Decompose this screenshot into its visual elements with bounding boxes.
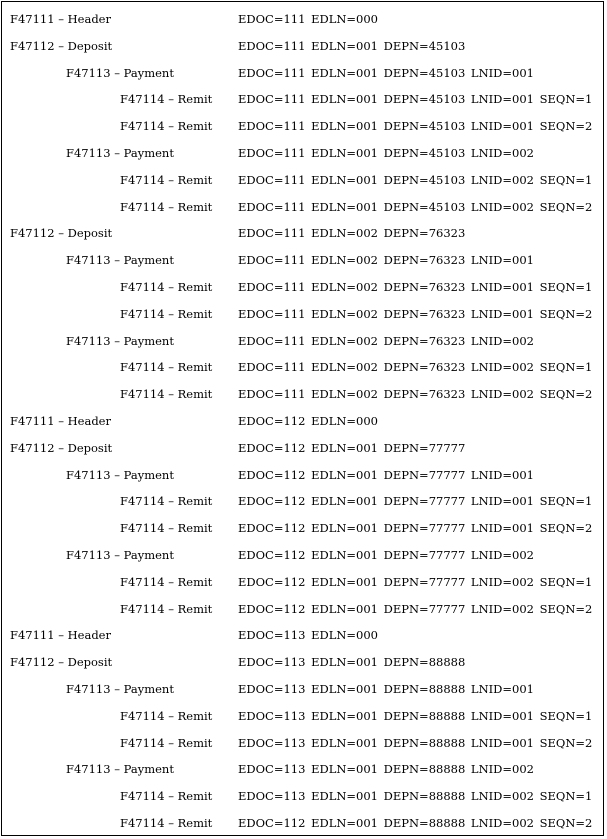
table-label: F47114 – Remit: [120, 735, 213, 750]
key-values: EDOC=112 EDLN=001 DEPN=77777 LNID=002: [238, 547, 534, 562]
record-row: [2, 783, 605, 810]
table-label: F47111 – Header: [10, 12, 111, 26]
record-hierarchy-list: [2, 6, 605, 837]
document-frame: [1, 1, 604, 836]
table-label: F47113 – Payment: [66, 762, 174, 777]
record-row: [2, 328, 605, 355]
table-label: F47114 – Remit: [120, 92, 213, 107]
table-label: F47112 – Deposit: [10, 226, 113, 241]
record-row: [2, 703, 605, 730]
table-label: F47111 – Header: [10, 628, 111, 643]
key-values: EDOC=112 EDLN=001 DEPN=77777: [238, 440, 466, 455]
table-label: F47113 – Payment: [66, 547, 174, 562]
key-values: EDOC=113 EDLN=000: [238, 628, 378, 643]
key-values: EDOC=111 EDLN=002 DEPN=76323 LNID=002 SEQN=2: [238, 387, 593, 402]
key-values: EDOC=111 EDLN=001 DEPN=45103 LNID=001 SEQN=1: [238, 92, 593, 107]
table-label: F47114 – Remit: [120, 360, 213, 375]
record-row: [2, 408, 605, 435]
table-label: F47113 – Payment: [66, 681, 174, 696]
key-values: EDOC=111 EDLN=002 DEPN=76323: [238, 226, 466, 241]
table-label: F47114 – Remit: [120, 172, 213, 187]
table-label: F47111 – Header: [10, 413, 111, 428]
table-label: F47114 – Remit: [120, 494, 213, 509]
record-row: [2, 462, 605, 489]
record-row: [2, 381, 605, 408]
key-values: EDOC=112 EDLN=001 DEPN=77777 LNID=002 SEQN=2: [238, 601, 593, 616]
record-row: [2, 435, 605, 462]
key-values: EDOC=111 EDLN=002 DEPN=76323 LNID=002: [238, 333, 534, 348]
table-label: F47114 – Remit: [120, 387, 213, 402]
record-row: [2, 167, 605, 194]
table-label: F47114 – Remit: [120, 119, 213, 134]
key-values: EDOC=111 EDLN=002 DEPN=76323 LNID=001 SEQN=2: [238, 306, 593, 321]
table-label: F47114 – Remit: [120, 601, 213, 616]
table-label: F47114 – Remit: [120, 306, 213, 321]
key-values: EDOC=111 EDLN=001 DEPN=45103: [238, 38, 466, 53]
record-row: [2, 676, 605, 703]
record-row: [2, 649, 605, 676]
record-row: [2, 622, 605, 649]
record-row: [2, 301, 605, 328]
record-row: [2, 140, 605, 167]
table-label: F47114 – Remit: [120, 789, 213, 804]
table-label: F47114 – Remit: [120, 521, 213, 536]
record-row: [2, 542, 605, 569]
table-label: F47113 – Payment: [66, 253, 174, 268]
record-row: [2, 194, 605, 221]
table-label: F47112 – Deposit: [10, 440, 113, 455]
table-label: F47114 – Remit: [120, 279, 213, 294]
table-label: F47114 – Remit: [120, 199, 213, 214]
table-label: F47114 – Remit: [120, 815, 213, 830]
record-row: [2, 113, 605, 140]
table-label: F47113 – Payment: [66, 467, 174, 482]
record-row: [2, 756, 605, 783]
table-label: F47113 – Payment: [66, 145, 174, 160]
key-values: EDOC=113 EDLN=001 DEPN=88888: [238, 655, 466, 670]
key-values: EDOC=111 EDLN=002 DEPN=76323 LNID=001: [238, 253, 534, 268]
key-values: EDOC=111 EDLN=002 DEPN=76323 LNID=002 SEQN=1: [238, 360, 593, 375]
record-row: [2, 220, 605, 247]
table-label: F47113 – Payment: [66, 333, 174, 348]
key-values: EDOC=111 EDLN=001 DEPN=45103 LNID=002 SEQN=1: [238, 172, 593, 187]
key-values: EDOC=113 EDLN=001 DEPN=88888 LNID=002: [238, 762, 534, 777]
key-values: EDOC=112 EDLN=000: [238, 413, 378, 428]
record-row: [2, 569, 605, 596]
record-row: [2, 33, 605, 60]
key-values: EDOC=113 EDLN=001 DEPN=88888 LNID=002 SEQN=1: [238, 789, 593, 804]
key-values: EDOC=112 EDLN=001 DEPN=77777 LNID=002 SEQN=1: [238, 574, 593, 589]
key-values: EDOC=111 EDLN=001 DEPN=45103 LNID=002: [238, 145, 534, 160]
record-row: [2, 6, 605, 33]
key-values: EDOC=113 EDLN=001 DEPN=88888 LNID=001 SEQN=1: [238, 708, 593, 723]
key-values: EDOC=112 EDLN=001 DEPN=88888 LNID=002 SEQN=2: [238, 815, 593, 830]
key-values: EDOC=111 EDLN=001 DEPN=45103 LNID=001: [238, 65, 534, 80]
record-row: [2, 596, 605, 623]
record-row: [2, 247, 605, 274]
key-values: EDOC=113 EDLN=001 DEPN=88888 LNID=001: [238, 681, 534, 696]
record-row: [2, 730, 605, 757]
key-values: EDOC=111 EDLN=002 DEPN=76323 LNID=001 SEQN=1: [238, 279, 593, 294]
key-values: EDOC=113 EDLN=001 DEPN=88888 LNID=001 SEQN=2: [238, 735, 593, 750]
key-values: EDOC=112 EDLN=001 DEPN=77777 LNID=001 SEQN=2: [238, 521, 593, 536]
table-label: F47114 – Remit: [120, 708, 213, 723]
table-label: F47112 – Deposit: [10, 655, 113, 670]
table-label: F47112 – Deposit: [10, 38, 113, 53]
key-values: EDOC=111 EDLN=000: [238, 12, 378, 26]
key-values: EDOC=111 EDLN=001 DEPN=45103 LNID=002 SEQN=2: [238, 199, 593, 214]
key-values: EDOC=112 EDLN=001 DEPN=77777 LNID=001 SEQN=1: [238, 494, 593, 509]
key-values: EDOC=111 EDLN=001 DEPN=45103 LNID=001 SEQN=2: [238, 119, 593, 134]
record-row: [2, 354, 605, 381]
record-row: [2, 60, 605, 87]
record-row: [2, 810, 605, 837]
table-label: F47113 – Payment: [66, 65, 174, 80]
record-row: [2, 274, 605, 301]
key-values: EDOC=112 EDLN=001 DEPN=77777 LNID=001: [238, 467, 534, 482]
record-row: [2, 515, 605, 542]
table-label: F47114 – Remit: [120, 574, 213, 589]
record-row: [2, 86, 605, 113]
record-row: [2, 488, 605, 515]
